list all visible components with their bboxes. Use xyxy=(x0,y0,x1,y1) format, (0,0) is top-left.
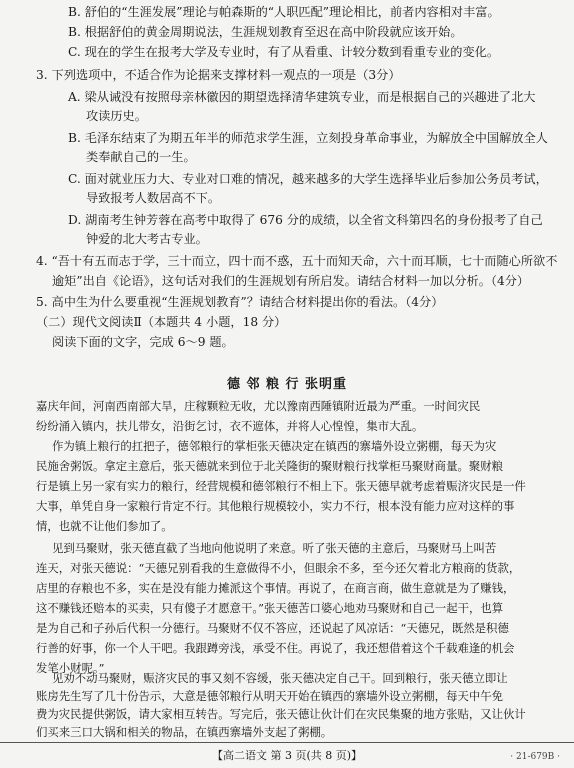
text-line: （二）现代文阅读Ⅱ（本题共 4 小题，18 分） xyxy=(36,315,287,329)
text-line: 发笔小财呢。” xyxy=(36,661,105,675)
footer-rule xyxy=(0,742,574,743)
text-line: 连天，对张天德说：“天德兄别看我的生意做得不小，但眼余不多，至今还欠着北方粮商的货款， xyxy=(36,561,521,575)
text-line: 店里的存粮也不多，实在是没有能力摊派这个事情。再说了，在商言商，做生意就是为了赚钱， xyxy=(36,581,515,595)
story-title: 德 邻 粮 行 张明重 xyxy=(226,377,348,392)
text-line: 逾矩”出自《论语》，这句话对我们的生涯规划有所启发。请结合材料一加以分析。（4分） xyxy=(52,274,530,288)
text-line: 类奉献自己的一生。 xyxy=(86,150,196,164)
page-footer: 【高二语文 第 3 页(共 8 页)】 xyxy=(211,749,363,762)
exam-code: · 21-679B · xyxy=(510,752,560,762)
text-line: C. 现在的学生在报考大学及专业时，有了从看重、计较分数到看重专业的变化。 xyxy=(68,45,500,59)
text-line: 嘉庆年间，河南西南部大旱，庄稼颗粒无收，尤以豫南西陲镇附近最为严重。一时间灾民 xyxy=(36,399,481,413)
text-line: 行是镇上另一家有实力的粮行，经营规模和德邻粮行不相上下。张天德早就考虑着赈济灾民是一件 xyxy=(36,479,526,493)
text-line: 这不赚钱还赔本的买卖，只有傻子才愿意干。”张天德苦口婆心地劝马聚财和自己一起干，也算 xyxy=(36,601,504,615)
text-line: 情，也就不让他们参加了。 xyxy=(36,519,173,533)
text-line: 们买来三口大锅和相关的物品，在镇西寨墙外支起了粥棚。 xyxy=(36,725,333,739)
text-line: 攻读历史。 xyxy=(86,109,147,123)
text-line: 见劝不动马聚财，赈济灾民的事又刻不容缓，张天德决定自己干。回到粮行，张天德立即让 xyxy=(52,671,508,685)
text-line: 账房先生写了几十份告示，大意是德邻粮行从明天开始在镇西的寨墙外设立粥棚，每天中午免 xyxy=(36,689,504,703)
text-line: 民施舍粥饭。拿定主意后，张天德就来到位于北关隆街的聚财粮行找掌柜马聚财商量。聚财粮 xyxy=(36,459,504,473)
text-line: 作为镇上粮行的扛把子，德邻粮行的掌柜张天德决定在镇西的寨墙外设立粥棚，每天为灾 xyxy=(52,439,497,453)
text-line: 费为灾民提供粥饭，请大家相互转告。写完后，张天德让伙计们在灾民集聚的地方张贴，又让伙计 xyxy=(36,707,526,721)
text-line: 纷纷涌入镇内，扶儿带女，沿街乞讨，衣不遮体，并将人心惶惶，集市大乱。 xyxy=(36,419,424,433)
text-line: 5. 高中生为什么要重视“生涯规划教育”？请结合材料提出你的看法。（4分） xyxy=(36,295,444,309)
text-line: 4. “吾十有五而志于学，三十而立，四十而不惑，五十而知天命，六十而耳顺，七十而随心所欲不 xyxy=(36,254,558,268)
text-line: 见到马聚财，张天德直截了当地向他说明了来意。听了张天德的主意后，马聚财马上叫苦 xyxy=(52,541,497,555)
text-line: 导致报考人数居高不下。 xyxy=(86,191,221,205)
text-line: D. 湖南考生钟芳蓉在高考中取得了 676 分的成绩，以全省文科第四名的身份报考了自己 xyxy=(68,213,543,227)
text-line: B. 毛泽东结束了为期五年半的师范求学生涯，立刻投身革命事业，为解放全中国解放全人 xyxy=(68,131,548,145)
text-line: 阅读下面的文字，完成 6～9 题。 xyxy=(52,335,234,349)
text-line: C. 面对就业压力大、专业对口难的情况，越来越多的大学生选择毕业后参加公务员考试， xyxy=(68,172,548,186)
text-line: B. 根据舒伯的黄金周期说法，生涯规划教育至迟在高中阶段就应该开始。 xyxy=(68,25,463,39)
text-line: 3. 下列选项中，不适合作为论据来支撑材料一观点的一项是（3分） xyxy=(36,68,401,82)
text-line: A. 梁从诫没有按照母亲林徽因的期望选择清华建筑专业，而是根据自己的兴趣进了北大 xyxy=(68,90,536,104)
text-line: 行善的好事，你一个人干吧。我跟蹲旁浅，承受不住。再说了，我还想借着这个千载难逢的机会 xyxy=(36,641,515,655)
text-line: B. 舒伯的“生涯发展”理论与帕森斯的“人职匹配”理论相比，前者内容相对丰富。 xyxy=(68,5,500,19)
text-line: 大事，单凭自身一家粮行肯定不行。其他粮行规模较小，实力不行，根本没有能力应对这样的事 xyxy=(36,499,515,513)
text-line: 是为自己和子孙后代积一分德行。马聚财不仅不答应，还说起了风凉话：“天德兄，既然是积德 xyxy=(36,621,509,635)
text-line: 钟爱的北大考古专业。 xyxy=(86,232,208,246)
